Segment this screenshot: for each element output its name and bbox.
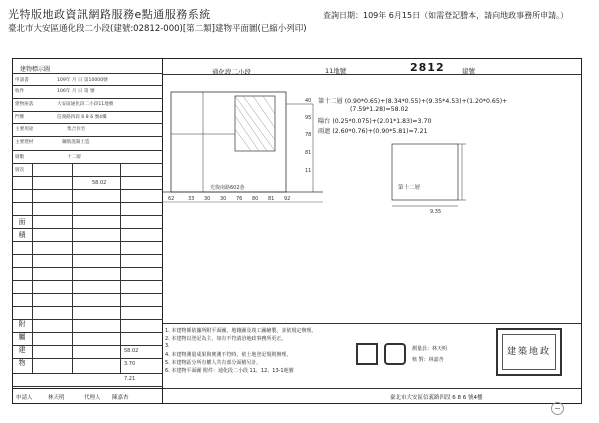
calc-line-1: 第十二層 (0.90*0.65)+(8.34*0.55)+(9.35*4.53)+(1.20*0.65)+ (318, 98, 508, 105)
calc-line-3: 陽台 (0.25*0.075)+(2.01*1.83)=3.70 (318, 118, 432, 125)
calc-line-4: 雨遮 (2.60*0.76)+(0.90*5.81)=7.21 (318, 128, 428, 135)
office-address: 臺北市大安區信義路四段 6 8 6 號4樓 (390, 395, 483, 401)
row-label: 收件 (15, 89, 25, 94)
calc-line-2: (7.59*1.28)=58.02 (350, 106, 409, 113)
row-value: 109年 月 日 第10000號 (57, 78, 108, 83)
left-table (12, 58, 163, 404)
agent-name: 陳嘉杏 (112, 395, 129, 401)
building-number: 2812 (410, 61, 445, 74)
dim-label: 92 (284, 196, 291, 202)
bottom-dimension: 9.35 (430, 209, 442, 215)
dim-label: 76 (236, 196, 243, 202)
zoom-out-icon[interactable] (551, 402, 564, 415)
row-value: 集合住宅 (67, 127, 86, 132)
floor-plan-drawing (163, 74, 323, 214)
stamp-small (356, 343, 378, 365)
building-number-label: 建號 (462, 67, 475, 75)
row-label: 建物座落 (15, 102, 34, 107)
row-label: 層數 (15, 155, 25, 160)
row-value: 大安區通化段二小段11地號 (57, 102, 114, 107)
row-value: 鋼筋混凝土造 (62, 140, 90, 145)
dim-label: 81 (268, 196, 275, 202)
annex-vertical-label: 附屬建物 (18, 320, 26, 372)
dim-label: 80 (252, 196, 259, 202)
dim-label: 62 (168, 196, 175, 202)
floor-plan-small (390, 140, 470, 218)
note-4: 4. 本建物測量成果與實測不符時，依土地登記規則辦理。 (165, 352, 292, 358)
row-label: 主要用途 (15, 127, 34, 132)
plan-road-label: 通化段二小段 (212, 68, 251, 76)
plan-lot-label: 11地號 (325, 67, 347, 75)
dim-label: 11 (305, 168, 312, 174)
plan-inner-label: 光復南路602巷 (210, 185, 245, 191)
note-1: 1. 本建物係依據所附平面圖、地籍圖及竣工圖繪製，並依規定辦理。 (165, 328, 317, 334)
area-vertical-label: 面積 (18, 218, 26, 244)
table-heading: 建物標示圖 (20, 66, 51, 73)
row-value: 信義路四段 6 8 6 號4樓 (57, 115, 107, 120)
page-title: 光特版地政資訊網路服務e點通服務系統 (8, 8, 211, 21)
checker: 核 對：林嘉杏 (412, 357, 444, 363)
area-value: 58.02 (92, 180, 107, 186)
dim-label: 33 (188, 196, 195, 202)
note-2: 2. 本建物以登記為主，如有不符請洽地政事務所更正。 (165, 336, 287, 342)
dim-label: 30 (220, 196, 227, 202)
agent-label: 代理人 (84, 395, 101, 401)
page-subtitle: 臺北市大安區通化段二小段(建號:02812-000)[第二類]建物平面圖(已縮小列印) (8, 24, 307, 34)
dim-label: 40 (305, 98, 312, 104)
note-5: 5. 本建物區分所有權人共有部分面積另計。 (165, 360, 262, 366)
dim-label: 78 (305, 132, 312, 138)
row-label: 申請書 (15, 78, 29, 83)
area-total: 58.02 (124, 348, 139, 354)
row-label: 門牌 (15, 115, 25, 120)
dim-label: 30 (204, 196, 211, 202)
seal-stamp (496, 328, 562, 376)
annex-value: 7.21 (124, 376, 136, 382)
applicant-label: 申請人 (16, 395, 33, 401)
dim-label: 81 (305, 150, 312, 156)
surveyor: 測量員：林天明 (412, 346, 448, 352)
row-label: 主要建材 (15, 140, 34, 145)
row-value: 十二層 (67, 155, 81, 160)
note-3: 3. (165, 343, 170, 349)
dim-label: 95 (305, 115, 312, 121)
seal-text: 建築地政 (506, 347, 551, 357)
annex-value: 3.70 (124, 361, 136, 367)
note-6: 6. 本建物平面圖 附件：通化段二小段 11、12、13-1地號 (165, 368, 294, 374)
row-value: 106年 月 日 第 號 (57, 89, 95, 94)
floor-label: 第十二層 (398, 185, 421, 191)
stamp-round (384, 343, 406, 365)
query-date: 查詢日期：109年 6月15日（如需登記謄本，請向地政事務所申請。） (323, 11, 569, 20)
applicant-name: 林天明 (48, 395, 65, 401)
area-header: 層次 (15, 168, 25, 173)
